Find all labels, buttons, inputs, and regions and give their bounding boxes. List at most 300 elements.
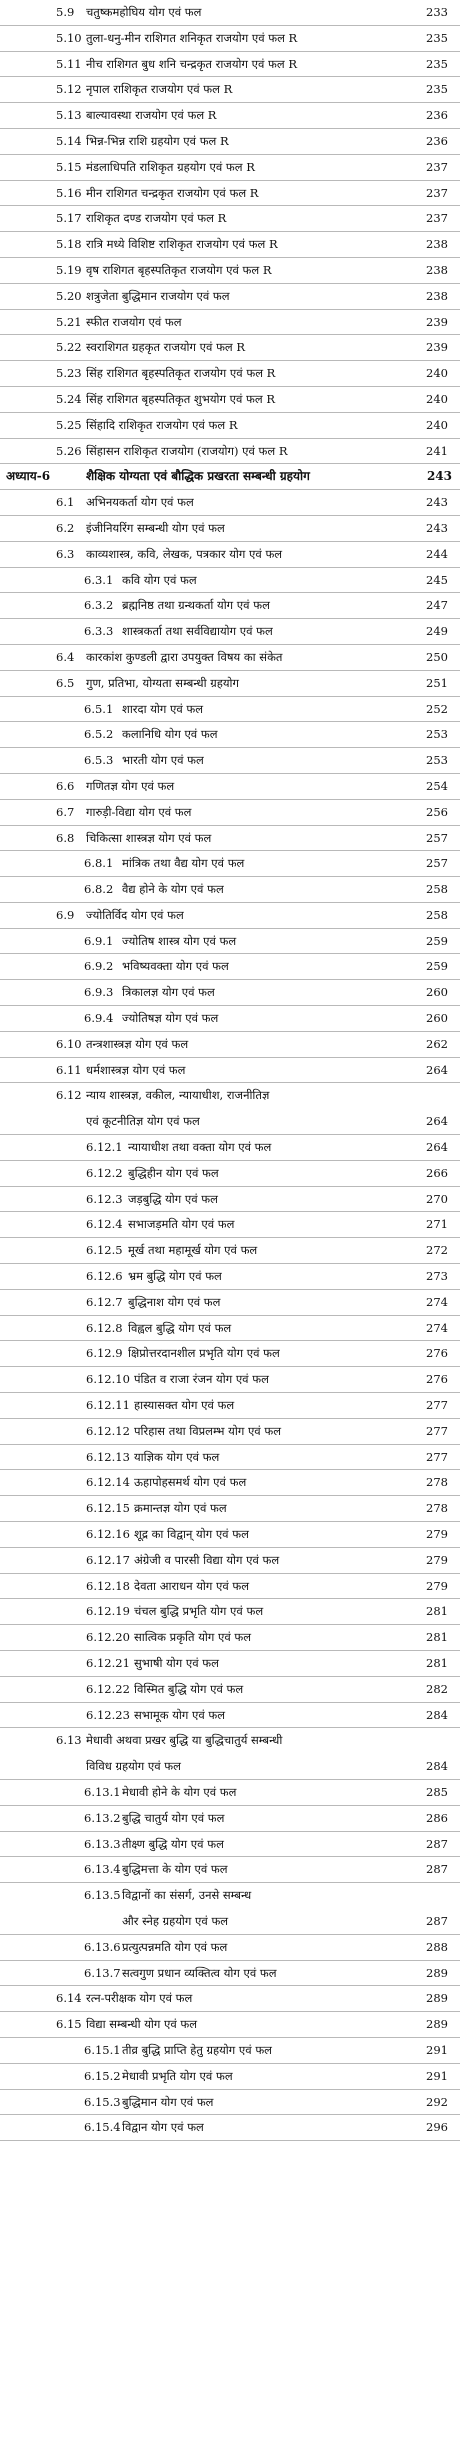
section-title: शत्रुजेता बुद्धिमान राजयोग एवं फल xyxy=(86,288,230,303)
page-number: 239 xyxy=(426,314,448,329)
toc-entry-row xyxy=(0,2115,460,2141)
page-number: 240 xyxy=(426,366,448,381)
toc-entry-row xyxy=(0,1264,460,1290)
section-number: 5.24 xyxy=(56,391,82,406)
toc-entry-row xyxy=(0,1006,460,1032)
toc-entry-row xyxy=(0,26,460,52)
toc-entry-row xyxy=(0,1625,460,1651)
section-title: सिंह राशिगत बृहस्पतिकृत शुभयोग एवं फल R xyxy=(86,391,276,406)
section-number: 6.12.5 xyxy=(86,1243,123,1258)
page-number: 289 xyxy=(426,1991,448,2006)
section-title: विद्वान योग एवं फल xyxy=(122,2120,204,2135)
page-number: 288 xyxy=(426,1939,448,1954)
section-number: 5.9 xyxy=(56,5,75,19)
toc-entry-row xyxy=(0,1961,460,1987)
section-number: 6.8.2 xyxy=(84,882,114,897)
section-title: जड़बुद्धि योग एवं फल xyxy=(128,1191,218,1206)
page-number: 276 xyxy=(426,1372,448,1387)
toc-entry-row xyxy=(0,1857,460,1883)
page-number: 281 xyxy=(426,1656,448,1670)
section-title: मेधावी प्रभृति योग एवं फल xyxy=(122,2068,233,2083)
toc-entry-row xyxy=(0,1109,460,1135)
toc-entry-row xyxy=(0,1496,460,1522)
page-number: 296 xyxy=(426,2120,448,2135)
section-title: पंडित व राजा रंजन योग एवं फल xyxy=(134,1372,269,1387)
page-number: 245 xyxy=(426,572,448,587)
toc-entry-row xyxy=(0,671,460,697)
toc-entry-row xyxy=(0,1058,460,1084)
section-title: तन्त्रशास्त्रज्ञ योग एवं फल xyxy=(86,1036,189,1051)
section-title: बुद्धिहीन योग एवं फल xyxy=(128,1165,219,1180)
page-number: 279 xyxy=(426,1552,448,1567)
section-title: ज्योतिष शास्त्र योग एवं फल xyxy=(122,933,237,948)
page-number: 238 xyxy=(426,288,448,303)
section-number: 5.10 xyxy=(56,30,82,45)
page-number: 262 xyxy=(426,1036,448,1051)
section-title: शैक्षिक योग्यता एवं बौद्धिक प्रखरता सम्बन्धी ग्रहयोग xyxy=(86,469,310,484)
section-number: 6.2 xyxy=(56,520,75,535)
section-title: मेधावी अथवा प्रखर बुद्धि या बुद्धिचातुर्य सम्बन्धी xyxy=(86,1733,283,1748)
page-number: 287 xyxy=(426,1862,448,1877)
toc-entry-row xyxy=(0,774,460,800)
section-title: ब्रह्मनिष्ठ तथा ग्रन्थकर्ता योग एवं फल xyxy=(122,598,270,613)
section-title: नृपाल राशिकृत राजयोग एवं फल R xyxy=(86,82,233,97)
toc-entry-row xyxy=(0,748,460,774)
section-title: एवं कूटनीतिज्ञ योग एवं फल xyxy=(86,1114,200,1129)
toc-entry-row xyxy=(0,1548,460,1574)
section-title: क्रमान्तज्ञ योग एवं फल xyxy=(134,1501,227,1516)
section-number: 5.20 xyxy=(56,288,82,303)
section-title: विह्वल बुद्धि योग एवं फल xyxy=(128,1320,232,1335)
section-title: भ्रम बुद्धि योग एवं फल xyxy=(128,1269,222,1284)
section-title: सिंह राशिगत बृहस्पतिकृत राजयोग एवं फल R xyxy=(86,366,276,381)
section-number: 6.12.21 xyxy=(86,1656,130,1670)
section-title: कलानिधि योग एवं फल xyxy=(122,727,218,742)
toc-entry-row xyxy=(0,2064,460,2090)
section-number: 6.14 xyxy=(56,1991,82,2006)
section-title: गणितज्ञ योग एवं फल xyxy=(86,778,175,793)
toc-entry-row xyxy=(0,1651,460,1677)
toc-entry-row xyxy=(0,1393,460,1419)
toc-entry-row xyxy=(0,593,460,619)
section-number: 6.12.10 xyxy=(86,1372,130,1387)
toc-entry-row xyxy=(0,1986,460,2012)
section-number: 6.12.16 xyxy=(86,1527,130,1542)
toc-entry-row xyxy=(0,929,460,955)
toc-entry-row xyxy=(0,1212,460,1238)
section-title: तुला-धनु-मीन राशिगत शनिकृत राजयोग एवं फल R xyxy=(86,30,298,45)
section-title: काव्यशास्त्र, कवि, लेखक, पत्रकार योग एवं फल xyxy=(86,546,283,561)
section-number: 6.13 xyxy=(56,1733,82,1748)
page-number: 281 xyxy=(426,1604,448,1619)
toc-entry-row xyxy=(0,1367,460,1393)
section-title: चंचल बुद्धि प्रभृति योग एवं फल xyxy=(134,1604,264,1619)
toc-entry-row xyxy=(0,103,460,129)
toc-entry-row xyxy=(0,1445,460,1471)
section-title: सात्विक प्रकृति योग एवं फल xyxy=(134,1630,252,1645)
page-number: 236 xyxy=(426,133,448,148)
page-number: 279 xyxy=(426,1527,448,1542)
page-number: 240 xyxy=(426,417,448,432)
section-title: शूद्र का विद्वान् योग एवं फल xyxy=(134,1527,249,1542)
section-number: 5.25 xyxy=(56,417,82,432)
toc-entry-row xyxy=(0,1341,460,1367)
section-title: स्वराशिगत ग्रहकृत राजयोग एवं फल R xyxy=(86,340,246,355)
page-number: 243 xyxy=(426,495,448,510)
section-title: मेधावी होने के योग एवं फल xyxy=(122,1784,237,1799)
page-number: 274 xyxy=(426,1294,448,1309)
page-number: 291 xyxy=(426,2042,448,2057)
page-number: 233 xyxy=(426,5,448,19)
toc-entry-row xyxy=(0,310,460,336)
section-title: नीच राशिगत बुध शनि चन्द्रकृत राजयोग एवं फल R xyxy=(86,56,297,71)
section-title: कवि योग एवं फल xyxy=(122,572,197,587)
page-number: 257 xyxy=(426,856,448,871)
section-title: बाल्यावस्था राजयोग एवं फल R xyxy=(86,108,217,123)
section-title: मीन राशिगत चन्द्रकृत राजयोग एवं फल R xyxy=(86,185,259,200)
section-title: अंग्रेजी व पारसी विद्या योग एवं फल xyxy=(134,1552,280,1567)
page-number: 240 xyxy=(426,391,448,406)
section-number: 6.12.2 xyxy=(86,1165,123,1180)
section-number: 6.12.11 xyxy=(86,1398,130,1413)
page-number: 287 xyxy=(426,1836,448,1851)
section-title: चतुष्कमहोघिय योग एवं फल xyxy=(86,5,202,19)
toc-entry-row xyxy=(0,1238,460,1264)
section-number: 5.12 xyxy=(56,82,82,97)
toc-entry-row xyxy=(0,1135,460,1161)
section-number: 6.9.1 xyxy=(84,933,114,948)
section-title: सिंहासन राशिकृत राजयोग (राजयोग) एवं फल R xyxy=(86,443,288,458)
toc-entry-row xyxy=(0,1187,460,1213)
page-number: 251 xyxy=(426,675,448,690)
page-number: 238 xyxy=(426,237,448,252)
page-number: 236 xyxy=(426,108,448,123)
section-number: 6.12.4 xyxy=(86,1217,123,1232)
section-title: शास्त्रकर्ता तथा सर्वविद्यायोग एवं फल xyxy=(122,624,273,639)
section-number: 6.12.14 xyxy=(86,1475,130,1490)
section-number: 6.12.8 xyxy=(86,1320,123,1335)
toc-entry-row xyxy=(0,1728,460,1754)
toc-entry-row xyxy=(0,1574,460,1600)
toc-entry-row xyxy=(0,619,460,645)
section-number: 5.17 xyxy=(56,211,82,226)
section-title: धर्मशास्त्रज्ञ योग एवं फल xyxy=(86,1062,186,1077)
section-title: ऊहापोहसमर्थ योग एवं फल xyxy=(134,1475,247,1490)
section-number: 6.3 xyxy=(56,546,75,561)
section-number: 6.12.18 xyxy=(86,1578,130,1593)
section-title: देवता आराधन योग एवं फल xyxy=(134,1578,250,1593)
section-number: 6.15.3 xyxy=(84,2094,121,2109)
page-number: 271 xyxy=(426,1217,448,1232)
section-title: गारुड़ी-विद्या योग एवं फल xyxy=(86,804,192,819)
toc-entry-row xyxy=(0,722,460,748)
toc-entry-row xyxy=(0,335,460,361)
section-number: 5.19 xyxy=(56,262,82,277)
section-number: 6.12.15 xyxy=(86,1501,130,1516)
section-number: 6.9.2 xyxy=(84,959,114,974)
section-title: प्रत्युत्पन्नमति योग एवं फल xyxy=(122,1939,228,1954)
page-number: 235 xyxy=(426,56,448,71)
page-number: 257 xyxy=(426,830,448,845)
section-number: 6.12.6 xyxy=(86,1269,123,1284)
section-number: 5.26 xyxy=(56,443,82,458)
page-number: 276 xyxy=(426,1346,448,1361)
page-number: 254 xyxy=(426,778,448,793)
section-title: मूर्ख तथा महामूर्ख योग एवं फल xyxy=(128,1243,258,1258)
toc-entry-row xyxy=(0,1161,460,1187)
toc-entry-row xyxy=(0,877,460,903)
section-number: 5.22 xyxy=(56,340,82,355)
page-number: 253 xyxy=(426,753,448,768)
section-title: सिंहादि राशिकृत राजयोग एवं फल R xyxy=(86,417,238,432)
section-number: 6.13.7 xyxy=(84,1965,121,1980)
toc-entry-row xyxy=(0,1599,460,1625)
toc-entry-row xyxy=(0,129,460,155)
section-title: तीक्ष्ण बुद्धि योग एवं फल xyxy=(122,1836,224,1851)
toc-entry-row xyxy=(0,800,460,826)
toc-entry-row xyxy=(0,1290,460,1316)
section-number: 6.10 xyxy=(56,1036,82,1051)
page-number: 256 xyxy=(426,804,448,819)
section-title: विद्या सम्बन्धी योग एवं फल xyxy=(86,2017,198,2032)
section-number: 6.8.1 xyxy=(84,856,114,871)
page-number: 281 xyxy=(426,1630,448,1645)
toc-entry-row xyxy=(0,439,460,465)
toc-entry-row xyxy=(0,2090,460,2116)
section-number: 6.11 xyxy=(56,1062,82,1077)
toc-entry-row xyxy=(0,851,460,877)
section-number: 5.13 xyxy=(56,108,82,123)
toc-entry-row xyxy=(0,1419,460,1445)
page-number: 258 xyxy=(426,907,448,922)
section-title: इंजीनियरिंग सम्बन्धी योग एवं फल xyxy=(86,520,225,535)
page-number: 237 xyxy=(426,211,448,226)
page-number: 264 xyxy=(426,1140,448,1155)
toc-entry-row xyxy=(0,1083,460,1109)
section-title: क्षिप्रोत्तरदानशील प्रभृति योग एवं फल xyxy=(128,1346,280,1361)
page-number: 289 xyxy=(426,2017,448,2032)
toc-entry-row xyxy=(0,1316,460,1342)
section-number: 6.13.3 xyxy=(84,1836,121,1851)
page-number: 285 xyxy=(426,1784,448,1799)
page-number: 282 xyxy=(426,1681,448,1696)
toc-entry-row xyxy=(0,826,460,852)
section-number: 6.5.1 xyxy=(84,701,114,716)
section-title: परिहास तथा विप्रलम्भ योग एवं फल xyxy=(134,1423,282,1438)
toc-entry-row xyxy=(0,155,460,181)
section-number: 6.12.12 xyxy=(86,1423,130,1438)
toc-entry-row xyxy=(0,954,460,980)
section-number: 6.12.13 xyxy=(86,1449,130,1464)
toc-entry-row xyxy=(0,1470,460,1496)
toc-entry-row xyxy=(0,1522,460,1548)
toc-entry-row xyxy=(0,232,460,258)
page-number: 237 xyxy=(426,159,448,174)
section-number: 6.12 xyxy=(56,1088,82,1103)
page-number: 272 xyxy=(426,1243,448,1258)
section-number: 6.3.2 xyxy=(84,598,114,613)
toc-entry-row xyxy=(0,361,460,387)
section-title: याज्ञिक योग एवं फल xyxy=(134,1449,220,1464)
section-number: 6.12.7 xyxy=(86,1294,123,1309)
section-title: रत्न-परीक्षक योग एवं फल xyxy=(86,1991,193,2006)
toc-entry-row xyxy=(0,1754,460,1780)
section-title: बुद्धिनाश योग एवं फल xyxy=(128,1294,221,1309)
section-number: 6.5 xyxy=(56,675,75,690)
page-number: 277 xyxy=(426,1398,448,1413)
page-number: 264 xyxy=(426,1114,448,1129)
toc-entry-row xyxy=(0,206,460,232)
page-number: 243 xyxy=(426,520,448,535)
page-number: 249 xyxy=(426,624,448,639)
section-number: 6.9.4 xyxy=(84,1011,114,1026)
section-title: मंडलाधिपति राशिकृत ग्रहयोग एवं फल R xyxy=(86,159,255,174)
section-title: वृष राशिगत बृहस्पतिकृत राजयोग एवं फल R xyxy=(86,262,272,277)
toc-entry-row xyxy=(0,1780,460,1806)
section-number: 6.15 xyxy=(56,2017,82,2032)
page-number: 270 xyxy=(426,1191,448,1206)
section-title: भविष्यवक्ता योग एवं फल xyxy=(122,959,229,974)
toc-entry-row xyxy=(0,1032,460,1058)
section-number: 6.3.3 xyxy=(84,624,114,639)
page-number: 277 xyxy=(426,1449,448,1464)
page-number: 239 xyxy=(426,340,448,355)
section-title: शारदा योग एवं फल xyxy=(122,701,204,716)
page-number: 252 xyxy=(426,701,448,716)
section-number: 6.3.1 xyxy=(84,572,114,587)
toc-entry-row xyxy=(0,1806,460,1832)
page-number: 258 xyxy=(426,882,448,897)
toc-entry-row xyxy=(0,413,460,439)
section-title: भिन्न-भिन्न राशि ग्रहयोग एवं फल R xyxy=(86,133,229,148)
toc-entry-row xyxy=(0,2012,460,2038)
section-title: वैद्य होने के योग एवं फल xyxy=(122,882,224,897)
section-number: 6.13.2 xyxy=(84,1810,121,1825)
toc-entry-row xyxy=(0,77,460,103)
section-number: 5.23 xyxy=(56,366,82,381)
page-number: 291 xyxy=(426,2068,448,2083)
section-number: 6.15.4 xyxy=(84,2120,121,2135)
section-title: गुण, प्रतिभा, योग्यता सम्बन्धी ग्रहयोग xyxy=(86,675,239,690)
section-number: 6.15.1 xyxy=(84,2042,121,2057)
section-number: 6.13.6 xyxy=(84,1939,121,1954)
section-number: 6.12.1 xyxy=(86,1140,123,1155)
toc-entry-row xyxy=(0,52,460,78)
toc-entry-row xyxy=(0,258,460,284)
toc-entry-row xyxy=(0,181,460,207)
toc-entry-row xyxy=(0,980,460,1006)
section-number: 6.4 xyxy=(56,649,75,664)
page-number: 250 xyxy=(426,649,448,664)
section-title: विद्वानों का संसर्ग, उनसे सम्बन्ध xyxy=(122,1888,252,1903)
page-number: 284 xyxy=(426,1759,448,1774)
section-number: 5.11 xyxy=(56,56,82,71)
section-number: 5.14 xyxy=(56,133,82,148)
section-title: स्फीत राजयोग एवं फल xyxy=(86,314,182,329)
section-title: त्रिकालज्ञ योग एवं फल xyxy=(122,985,215,1000)
section-title: राशिकृत दण्ड राजयोग एवं फल R xyxy=(86,211,227,226)
toc-entry-row xyxy=(0,1909,460,1935)
toc-entry-row xyxy=(0,645,460,671)
section-number: 6.15.2 xyxy=(84,2068,121,2083)
toc-entry-row xyxy=(0,568,460,594)
section-number: 6.7 xyxy=(56,804,75,819)
page-number: 289 xyxy=(426,1965,448,1980)
section-number: 6.12.9 xyxy=(86,1346,123,1361)
toc-entry-row xyxy=(0,1703,460,1729)
page-number: 259 xyxy=(426,959,448,974)
page-number: 284 xyxy=(426,1707,448,1722)
section-title: बुद्धि चातुर्य योग एवं फल xyxy=(122,1810,225,1825)
section-title: कारकांश कुण्डली द्वारा उपयुक्त विषय का संकेत xyxy=(86,649,283,664)
section-number: 6.12.22 xyxy=(86,1681,130,1696)
page-number: 247 xyxy=(426,598,448,613)
page-number: 279 xyxy=(426,1578,448,1593)
section-number: 6.9 xyxy=(56,907,75,922)
toc-entry-row xyxy=(0,2038,460,2064)
page-number: 259 xyxy=(426,933,448,948)
section-title: ज्योतिषज्ञ योग एवं फल xyxy=(122,1011,219,1026)
page-number: 264 xyxy=(426,1062,448,1077)
page-number: 266 xyxy=(426,1165,448,1180)
section-title: चिकित्सा शास्त्रज्ञ योग एवं फल xyxy=(86,830,212,845)
page-number: 277 xyxy=(426,1423,448,1438)
section-title: सभामूक योग एवं फल xyxy=(134,1707,226,1722)
toc-entry-row xyxy=(0,1832,460,1858)
section-number: 6.12.20 xyxy=(86,1630,130,1645)
page-number: 235 xyxy=(426,30,448,45)
toc-entry-row xyxy=(0,387,460,413)
section-number: 6.12.3 xyxy=(86,1191,123,1206)
section-number: 6.5.3 xyxy=(84,753,114,768)
page-number: 260 xyxy=(426,985,448,1000)
section-title: मांत्रिक तथा वैद्य योग एवं फल xyxy=(122,856,245,871)
section-title: अभिनयकर्ता योग एवं फल xyxy=(86,495,194,510)
section-title: न्याय शास्त्रज्ञ, वकील, न्यायाधीश, राजनीतिज्ञ xyxy=(86,1088,270,1103)
section-title: बुद्धिमान योग एवं फल xyxy=(122,2094,214,2109)
page-number: 278 xyxy=(426,1501,448,1516)
toc-entry-row xyxy=(0,1935,460,1961)
section-number: 6.13.1 xyxy=(84,1784,121,1799)
page-number: 253 xyxy=(426,727,448,742)
section-number: 6.1 xyxy=(56,495,75,510)
page-number: 260 xyxy=(426,1011,448,1026)
section-title: और स्नेह ग्रहयोग एवं फल xyxy=(122,1913,229,1928)
section-number: 5.15 xyxy=(56,159,82,174)
page-number: 241 xyxy=(426,443,448,458)
section-number: 6.12.23 xyxy=(86,1707,130,1722)
page-number: 237 xyxy=(426,185,448,200)
toc-entry-row xyxy=(0,0,460,26)
section-number: 6.6 xyxy=(56,778,75,793)
section-number: 6.12.19 xyxy=(86,1604,130,1619)
section-title: विविध ग्रहयोग एवं फल xyxy=(86,1759,181,1774)
page-number: 273 xyxy=(426,1269,448,1284)
page-number: 274 xyxy=(426,1320,448,1335)
toc-entry-row xyxy=(0,903,460,929)
section-title: हास्यासक्त योग एवं फल xyxy=(134,1398,235,1413)
page-number: 278 xyxy=(426,1475,448,1490)
section-number: 6.5.2 xyxy=(84,727,114,742)
section-number: 6.12.17 xyxy=(86,1552,130,1567)
toc-entry-row xyxy=(0,1677,460,1703)
toc-entry-row xyxy=(0,490,460,516)
toc-entry-row xyxy=(0,542,460,568)
section-title: न्यायाधीश तथा वक्ता योग एवं फल xyxy=(128,1140,272,1155)
section-number: 5.21 xyxy=(56,314,82,329)
toc-entry-row xyxy=(0,284,460,310)
toc-chapter-row xyxy=(0,464,460,490)
